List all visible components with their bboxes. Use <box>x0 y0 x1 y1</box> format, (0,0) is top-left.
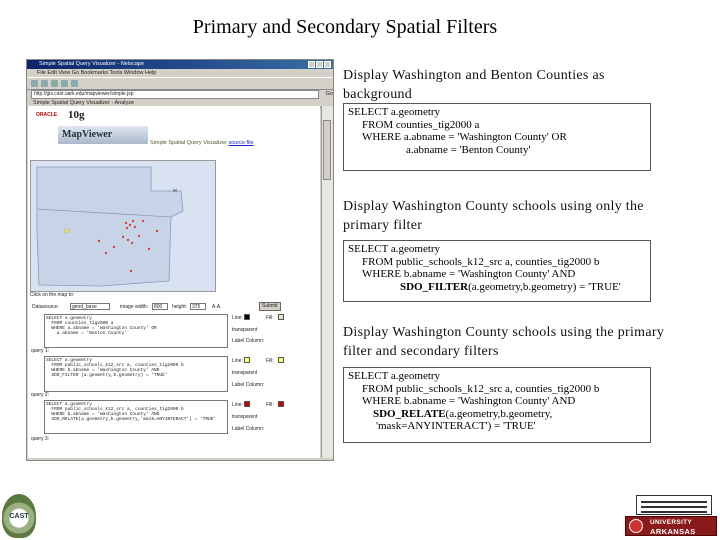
sql-line: FROM public_schools_k12_src a, counties_tig2000 b <box>362 382 600 395</box>
query-2-textarea[interactable]: SELECT a.geometry FROM public_schools_k12_src a, counties_tig2000 b WHERE b.abname = 'Washington County' AND SDO_FILTER (a.geometry,b.geometry) = 'TRUE' <box>44 356 228 392</box>
links-bar[interactable]: Simple Spatial Query Visualizer - Analyze <box>27 99 333 108</box>
fill-color-swatch[interactable] <box>278 314 284 320</box>
sql-line: SELECT a.geometry <box>348 243 441 255</box>
county-map <box>31 161 215 291</box>
sql-keyword: SDO_RELATE <box>373 407 446 420</box>
sql-line: FROM counties_tig2000 a <box>362 118 480 131</box>
datasource-label: Datasource: <box>32 304 59 310</box>
scrollbar-thumb[interactable] <box>323 120 331 180</box>
query-2-label: query 2: <box>31 392 50 398</box>
transparent-label[interactable]: transparent <box>232 414 258 420</box>
menu-bar[interactable]: File Edit View Go Bookmarks Tools Window Help <box>37 70 157 76</box>
browser-toolbar <box>27 77 333 90</box>
sql-line: a.abname = 'Benton County' <box>406 143 531 156</box>
transparent-label[interactable]: transparent <box>232 327 258 333</box>
fill-color-swatch[interactable] <box>278 357 284 363</box>
line-color-swatch[interactable] <box>244 357 250 363</box>
fill-color-swatch[interactable] <box>278 401 284 407</box>
go-button[interactable]: Go <box>325 91 333 97</box>
sql-box-background <box>343 103 651 171</box>
cast-logo-text: CAST <box>9 513 29 520</box>
query-3-textarea[interactable]: SELECT a.geometry FROM public_schools_k12_src a, counties_tig2000 b WHERE b.abname = 'Washington County' AND SDO_RELATE(a.geometry,b.geometry,'mask=ANYINTERACT') = 'TRUE' <box>44 400 228 434</box>
browser-titlebar <box>27 60 333 69</box>
submit-button[interactable]: Submit <box>259 302 281 311</box>
close-icon[interactable] <box>324 61 331 68</box>
query-1-textarea[interactable]: SELECT a.geometry FROM counties_tig2000 a WHERE a.abname = 'Washington County' OR a.abname = 'Benton County' <box>44 314 228 348</box>
minimize-icon[interactable] <box>308 61 315 68</box>
subtitle-text: Simple Spatial Query Visualizer <box>150 140 227 146</box>
label-column-label: Label Column: <box>232 338 265 344</box>
query-form <box>30 302 316 458</box>
sql-line: FROM public_schools_k12_src a, counties_tig2000 b <box>362 255 600 268</box>
source-file-link[interactable]: source file <box>228 140 254 146</box>
line-label: Line: <box>232 358 243 364</box>
map-hint: Click on the map to: <box>30 292 75 298</box>
logo-10g: 10g <box>68 109 85 121</box>
university-seal-icon <box>629 519 643 533</box>
page-scrollbar[interactable] <box>321 106 333 458</box>
query-3-label: query 3: <box>31 436 50 442</box>
line-color-swatch[interactable] <box>244 314 250 320</box>
image-height-input[interactable]: 375 <box>190 303 206 310</box>
back-icon[interactable] <box>31 80 38 87</box>
sql-line: WHERE b.abname = 'Washington County' AND <box>362 268 576 280</box>
sql-box-primary-filter <box>343 240 651 302</box>
page-subtitle <box>150 140 254 146</box>
image-width-input[interactable]: 800 <box>152 303 168 310</box>
sql-line: 'mask=ANYINTERACT') = 'TRUE' <box>376 420 536 432</box>
sql-keyword: SDO_FILTER <box>400 280 469 293</box>
sql-box-secondary-filter <box>343 367 651 443</box>
query-1-label: query 1: <box>31 348 50 354</box>
university-building-logo <box>636 495 712 515</box>
caption-primary-filter: Display Washington County schools using only the primary filter <box>343 199 644 233</box>
oracle-logo: ORACLE <box>36 112 58 118</box>
antialias-label[interactable]: A.A. <box>212 304 222 310</box>
caption-background: Display Washington and Benton Counties as background <box>343 68 605 102</box>
slide-title: Primary and Secondary Spatial Filters <box>192 16 498 38</box>
home-icon[interactable] <box>71 80 78 87</box>
window-title: Simple Spatial Query Visualizer - Netscape <box>39 61 145 67</box>
line-color-swatch[interactable] <box>244 401 250 407</box>
browser-screenshot <box>26 59 334 461</box>
maximize-icon[interactable] <box>316 61 323 68</box>
line-label: Line: <box>232 315 243 321</box>
sql-line: WHERE a.abname = 'Washington County' OR <box>362 131 567 143</box>
fill-label: Fill: <box>266 402 274 408</box>
web-page <box>28 106 320 458</box>
sql-line: WHERE b.abname = 'Washington County' AND <box>362 395 576 407</box>
image-width-label: image width: <box>120 304 149 310</box>
sql-line: SELECT a.geometry <box>348 370 441 382</box>
address-bar <box>27 90 333 99</box>
caption-secondary-filter: Display Washington County schools using the primary filter and secondary filters <box>343 325 665 359</box>
stop-icon[interactable] <box>61 80 68 87</box>
reload-icon[interactable] <box>51 80 58 87</box>
map-view[interactable] <box>30 160 216 292</box>
sql-line: SELECT a.geometry <box>348 106 441 118</box>
image-height-label: height: <box>172 304 188 310</box>
forward-icon[interactable] <box>41 80 48 87</box>
datasource-select[interactable]: geod_base <box>70 303 110 310</box>
transparent-label[interactable]: transparent <box>232 370 258 376</box>
url-input[interactable]: http://gis.cast.uark.edu/mapviewer/simple.jsp <box>31 90 319 99</box>
fill-label: Fill: <box>266 358 274 364</box>
mapviewer-logo: MapViewer <box>58 126 148 144</box>
sql-line: (a.geometry,b.geometry, <box>445 407 553 420</box>
label-column-label: Label Column: <box>232 426 265 432</box>
cast-logo <box>2 494 36 538</box>
line-label: Line: <box>232 402 243 408</box>
label-column-label: Label Column: <box>232 382 265 388</box>
sql-line: (a.geometry,b.geometry) = 'TRUE' <box>468 280 621 293</box>
fill-label: Fill: <box>266 315 274 321</box>
university-of-arkansas-logo: UNIVERSITY ARKANSAS <box>625 516 717 536</box>
